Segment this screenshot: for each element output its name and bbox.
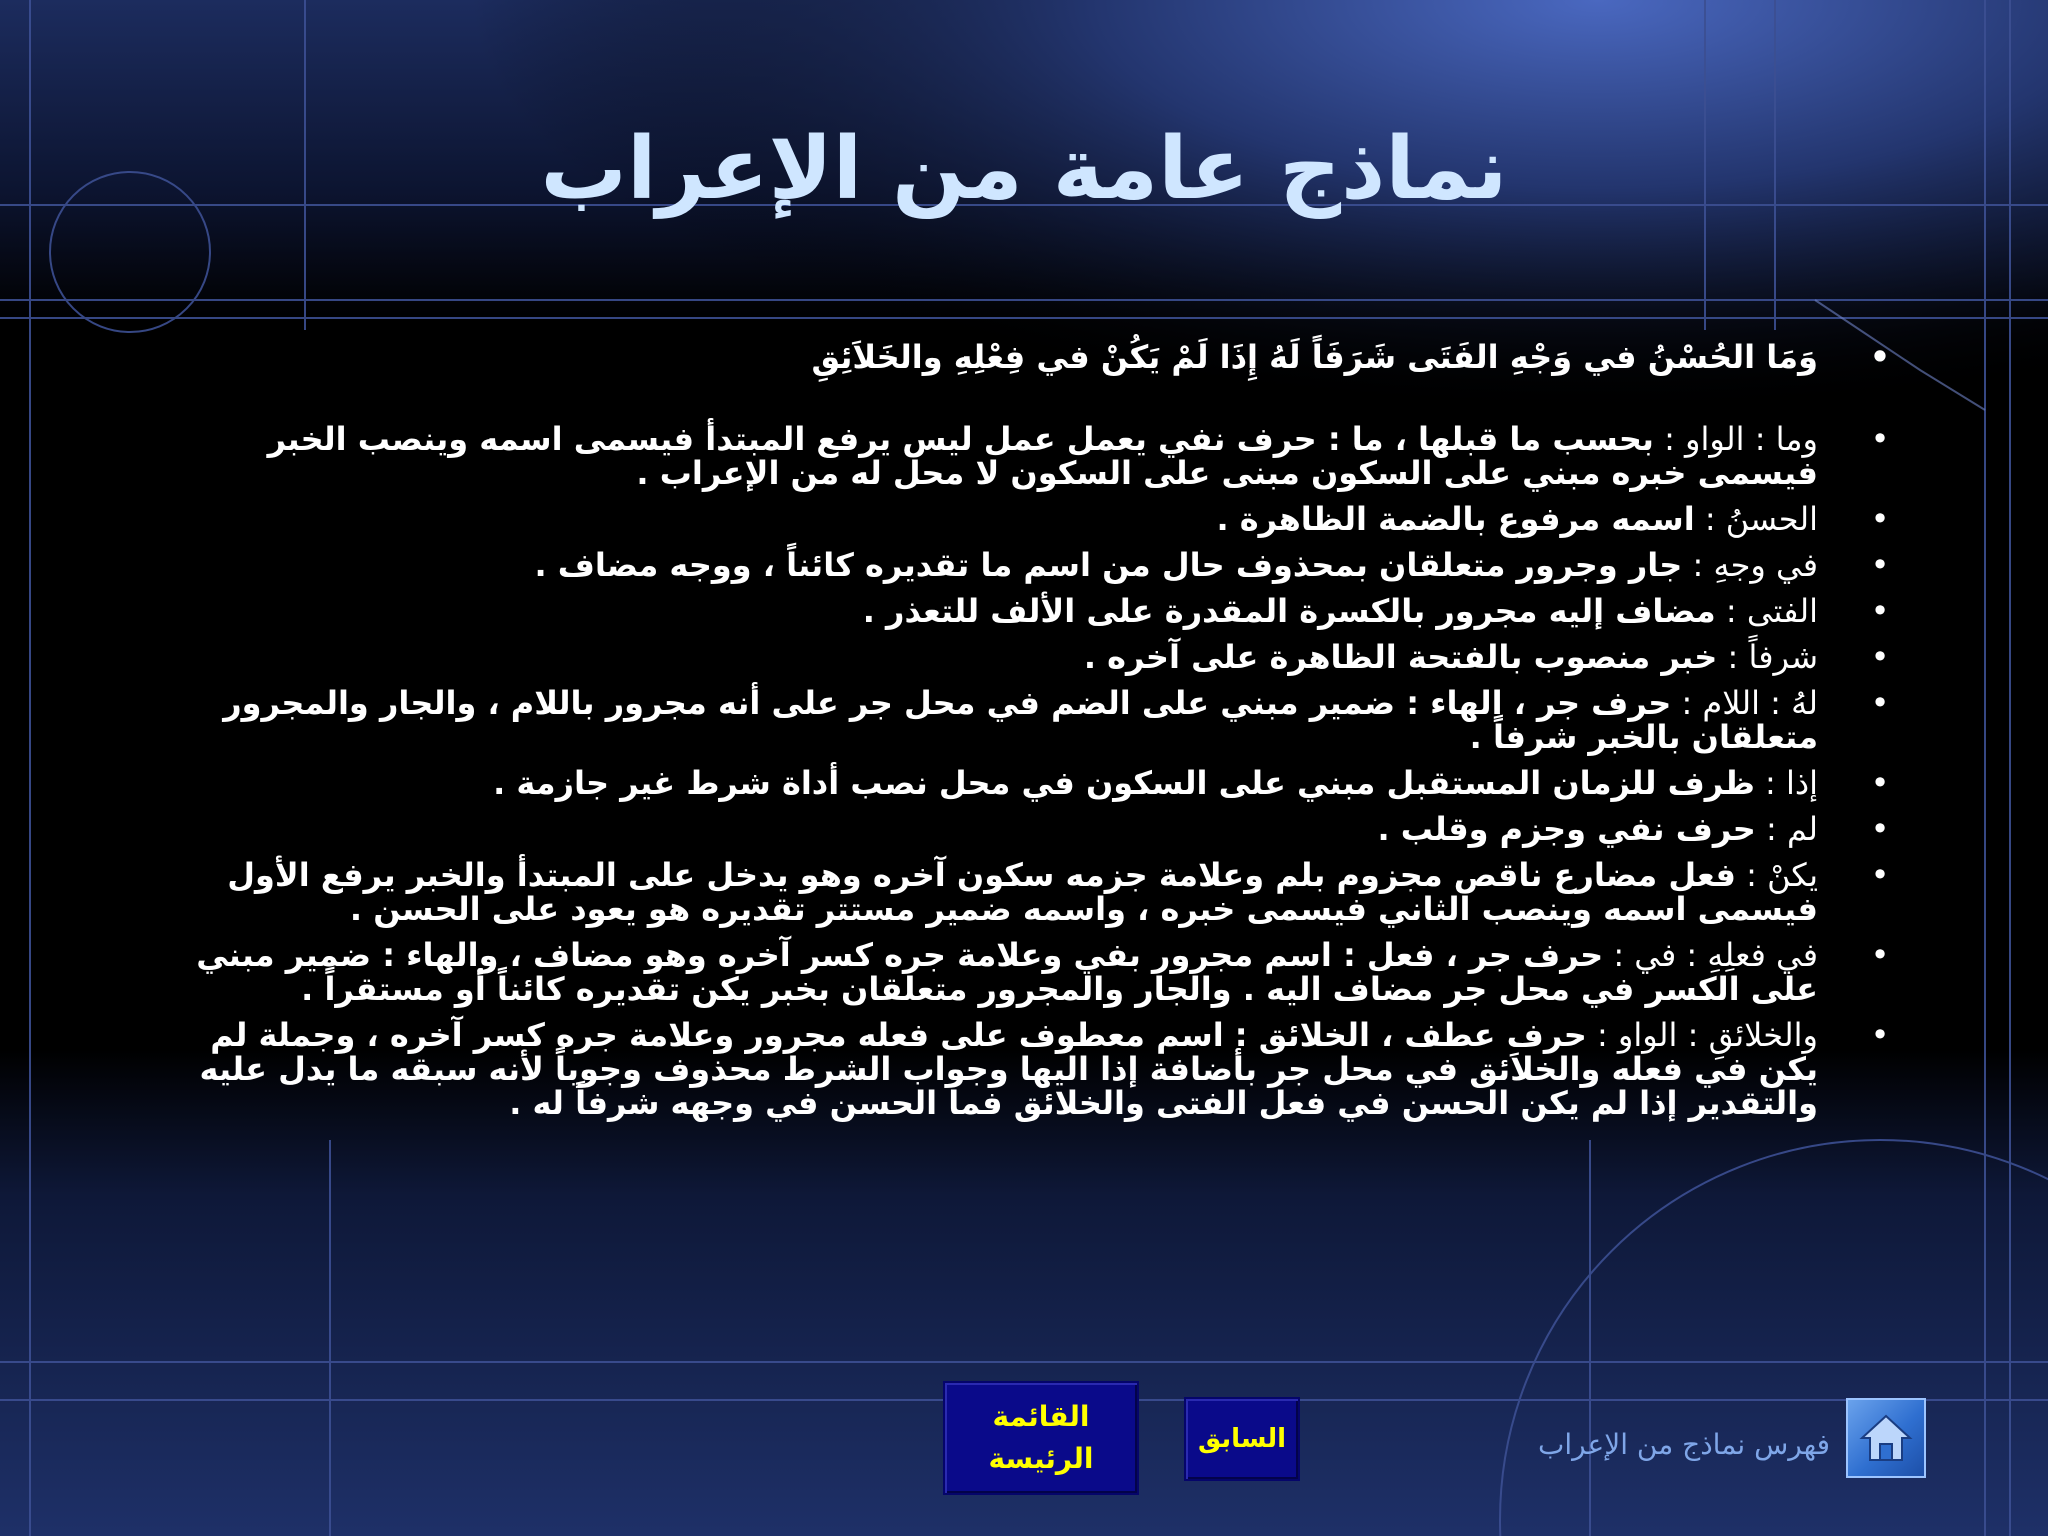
verse-text: وَمَا الحُسْنُ في وَجْهِ الفَتَى شَرَفَاً لَهُ إِذَا لَمْ يَكُنْ في فِعْلِهِ والخَلاَئِقِ xyxy=(811,338,1818,376)
parsing-text: خبر منصوب بالفتحة الظاهرة على آخره . xyxy=(1083,638,1718,676)
parsing-text: بحسب ما قبلها ، ما : حرف نفي يعمل عمل ليس يرفع المبتدأ فيسمى اسمه وينصب الخبر فيسمى خبره مبني على السكون مبنى على السكون لا محل له من الإعراب . xyxy=(267,420,1818,492)
parsed-word: والخلائقِ : الواو : xyxy=(1586,1016,1818,1054)
home-icon xyxy=(1858,1410,1914,1466)
previous-button[interactable]: السابق xyxy=(1184,1397,1300,1481)
list-item xyxy=(140,858,1900,926)
bullet-dot: • xyxy=(1870,684,1890,722)
bullet-verse xyxy=(140,340,1900,374)
list-item xyxy=(140,1018,1900,1120)
bullet-dot: • xyxy=(1870,764,1890,802)
list-item xyxy=(140,548,1900,582)
parsed-word: وما : الواو : xyxy=(1653,420,1818,458)
bullet-dot: • xyxy=(1870,420,1890,458)
bullet-dot: • xyxy=(1870,936,1890,974)
bullet-dot: • xyxy=(1870,856,1890,894)
parsing-text: حرف جر ، الهاء : ضمير مبني على الضم في محل جر على أنه مجرور باللام ، والجار والمجرور متعلقان بالخبر شرفاً . xyxy=(223,684,1818,756)
index-link[interactable]: فهرس نماذج من الإعراب xyxy=(1537,1428,1830,1461)
list-item xyxy=(140,640,1900,674)
parsing-text: حرف جر ، فعل : اسم مجرور بفي وعلامة جره كسر آخره وهو مضاف ، والهاء : ضمير مبني على الكسر في محل جر مضاف اليه . والجار والمجرور متعلقان بخبر يكن تقديره كائناً أو مستقراً . xyxy=(196,936,1818,1008)
bullet-dot: • xyxy=(1869,338,1891,376)
main-menu-button[interactable]: القائمة الرئيسة xyxy=(943,1381,1139,1495)
parsed-word: لم : xyxy=(1755,810,1818,848)
parsed-word: يكنْ : xyxy=(1735,856,1818,894)
list-item xyxy=(140,422,1900,490)
home-button[interactable] xyxy=(1846,1398,1926,1478)
parsing-text: فعل مضارع ناقص مجزوم بلم وعلامة جزمه سكون آخره وهو يدخل على المبتدأ والخبر يرفع الأول فيسمى اسمه وينصب الثاني فيسمى خبره ، واسمه ضمير مستتر تقديره هو يعود على الحسن . xyxy=(227,856,1818,928)
bullet-dot: • xyxy=(1870,638,1890,676)
bullet-dot: • xyxy=(1870,810,1890,848)
parsed-word: شرفاً : xyxy=(1717,638,1818,676)
list-item xyxy=(140,594,1900,628)
list-item xyxy=(140,938,1900,1006)
parsing-text: اسمه مرفوع بالضمة الظاهرة . xyxy=(1216,500,1695,538)
parsed-word: إذا : xyxy=(1754,764,1818,802)
parsed-word: الحسنُ : xyxy=(1694,500,1818,538)
list-item xyxy=(140,502,1900,536)
parsed-word: في وجهِ : xyxy=(1682,546,1818,584)
list-item xyxy=(140,812,1900,846)
bullet-dot: • xyxy=(1870,546,1890,584)
slide-title: نماذج عامة من الإعراب xyxy=(540,119,1508,219)
parsing-text: حرف عطف ، الخلائق : اسم معطوف على فعله مجرور وعلامة جره كسر آخره ، وجملة لم يكن في فعله والخلاَئق في محل جر بأضافة إذا اليها وجواب الشرط محذوف وجوباً لأنه سبقه ما يدل عليه والتقدير إذا لم يكن الحسن في فعل الفتى والخلائق فما الحسن في وجهه شرفاً له . xyxy=(199,1016,1818,1122)
bullet-list xyxy=(140,340,1900,1132)
list-item xyxy=(140,686,1900,754)
parsed-word: في فعلِهِ : في : xyxy=(1603,936,1818,974)
bullet-dot: • xyxy=(1870,500,1890,538)
parsed-word: الفتى : xyxy=(1715,592,1818,630)
parsing-text: جار وجرور متعلقان بمحذوف حال من اسم ما تقديره كائناً ، ووجه مضاف . xyxy=(534,546,1683,584)
parsing-text: حرف نفي وجزم وقلب . xyxy=(1377,810,1756,848)
parsed-word: لهُ : اللام : xyxy=(1671,684,1818,722)
parsing-text: مضاف إليه مجرور بالكسرة المقدرة على الألف للتعذر . xyxy=(862,592,1716,630)
bullet-dot: • xyxy=(1870,592,1890,630)
bullet-dot: • xyxy=(1870,1016,1890,1054)
parsing-text: ظرف للزمان المستقبل مبني على السكون في محل نصب أداة شرط غير جازمة . xyxy=(493,764,1755,802)
list-item xyxy=(140,766,1900,800)
